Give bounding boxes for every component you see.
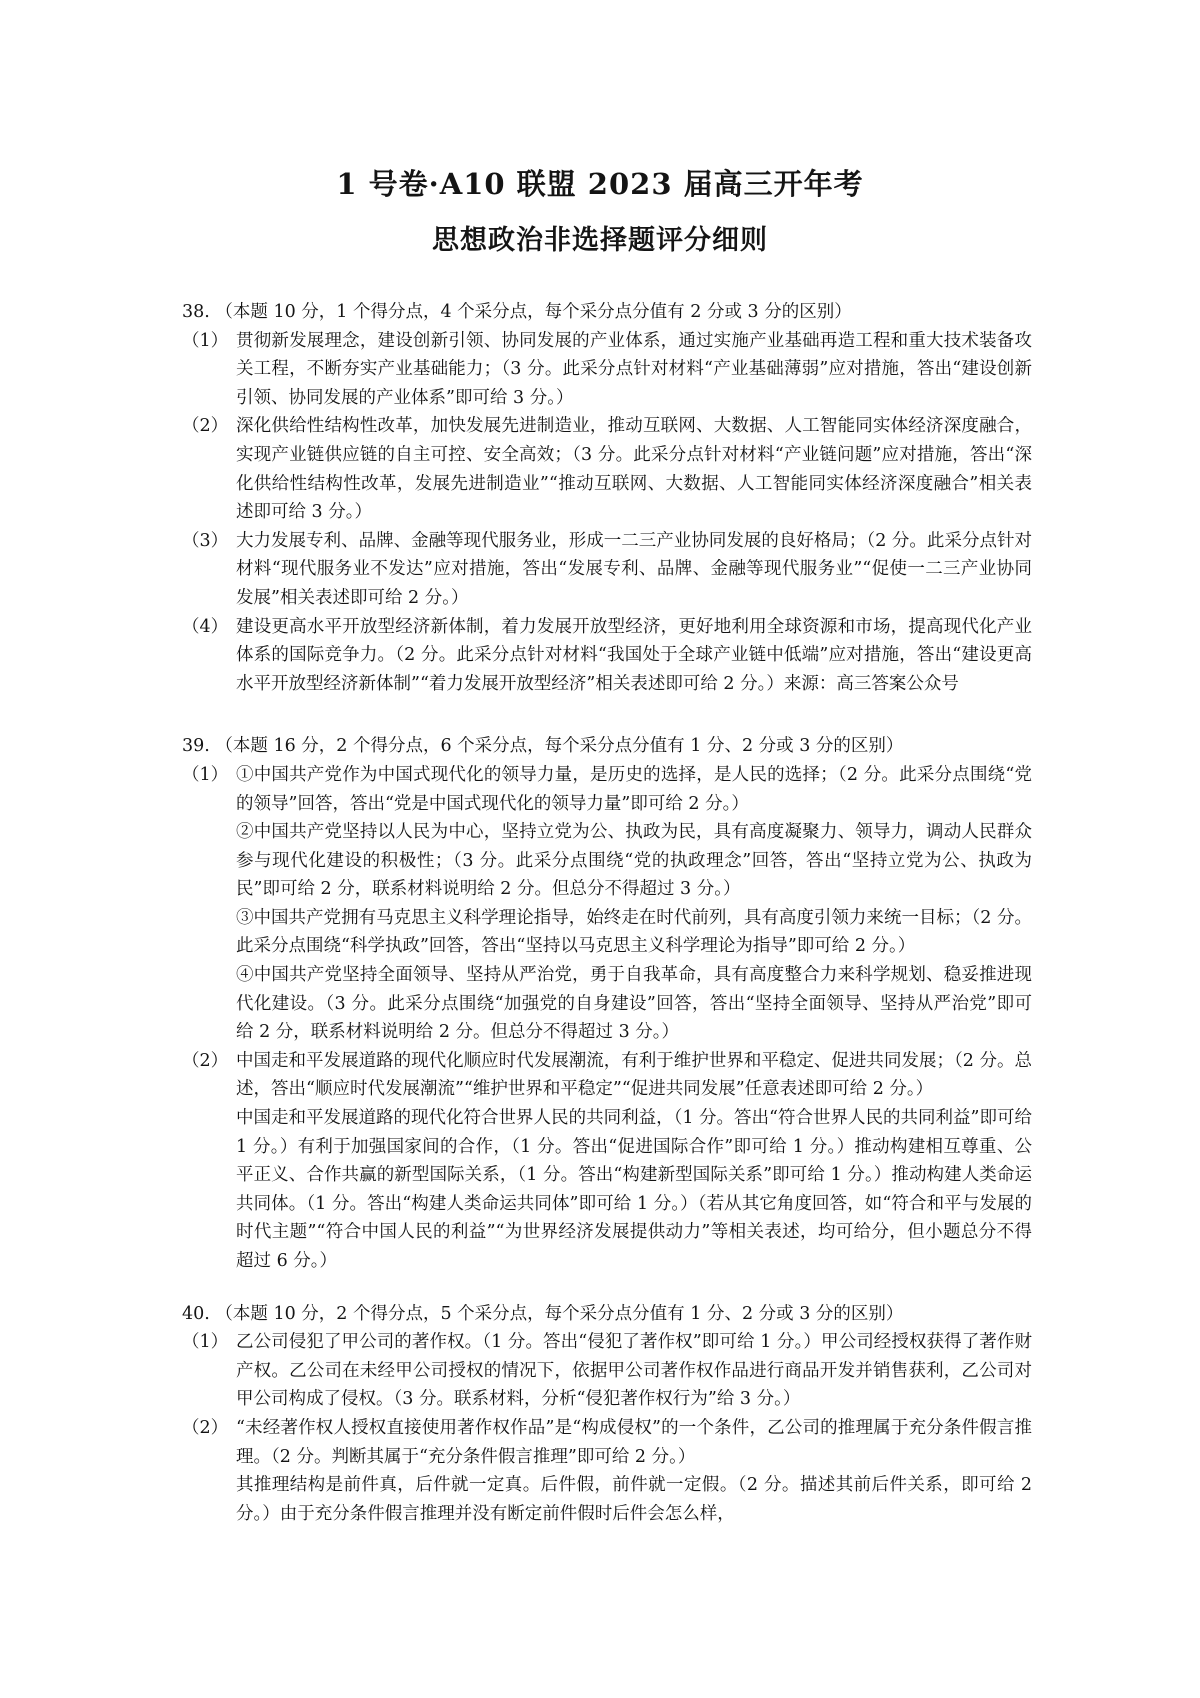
item-label: （1） (182, 330, 229, 351)
question-38 (182, 298, 1032, 698)
q38-item-3 (182, 527, 1032, 613)
question-39-header: 39. （本题 16 分，2 个得分点，6 个采分点，每个采分点分值有 1 分、2 分或 3 分的区别） (182, 736, 904, 757)
q39-item-1 (182, 761, 1032, 1047)
item-text: 其推理结构是前件真，后件就一定真。后件假，前件就一定假。（2 分。描述其前后件关系，即可给 2 分。）由于充分条件假言推理并没有断定前件假时后件会怎么样， (236, 1475, 1032, 1524)
item-text: 中国走和平发展道路的现代化符合世界人民的共同利益，（1 分。答出“符合世界人民的共同利益”即可给 1 分。）有利于加强国家间的合作，（1 分。答出“促进国际合作”即可给 1 分。）推动构建相互尊重、公平正义、合作共赢的新型国际关系，（1 分。答出“构建新型国际关系”即可给 1 分。）推动构建人类命运共同体。（1 分。答出“构建人类命运共同体”即可给 1 分。）（若从其它角度回答，如“符合和平与发展的时代主题”“符合中国人民的利益”“为世界经济发展提供动力”等相关表述，均可给分，但小题总分不得超过 6 分。） (236, 1108, 1032, 1271)
q38-item-4 (182, 613, 1032, 699)
item-label: （2） (182, 416, 229, 437)
item-label: （3） (182, 530, 229, 551)
item-text: “未经著作权人授权直接使用著作权作品”是“构成侵权”的一个条件，乙公司的推理属于充分条件假言推理。（2 分。判断其属于“充分条件假言推理”即可给 2 分。） (236, 1417, 1032, 1467)
document-subtitle: 思想政治非选择题评分细则 (432, 225, 768, 256)
document-body (182, 298, 1032, 1528)
item-text: 建设更高水平开放型经济新体制，着力发展开放型经济，更好地利用全球资源和市场，提高现代化产业体系的国际竞争力。（2 分。此采分点针对材料“我国处于全球产业链中低端”应对措施，答出“建设更高水平开放型经济新体制”“着力发展开放型经济”相关表述即可给 2 分。）来源：高三答案公众号 (236, 616, 1032, 694)
item-text: 贯彻新发展理念，建设创新引领、协同发展的产业体系，通过实施产业基础再造工程和重大技术装备攻关工程，不断夯实产业基础能力；（3 分。此采分点针对材料“产业基础薄弱”应对措施，答出“建设创新引领、协同发展的产业体系”即可给 3 分。） (236, 330, 1032, 408)
item-text: ④中国共产党坚持全面领导、坚持从严治党，勇于自我革命，具有高度整合力来科学规划、稳妥推进现代化建设。（3 分。此采分点围绕“加强党的自身建设”回答，答出“坚持全面领导、坚持从严治党”即可给 2 分，联系材料说明给 2 分。但总分不得超过 3 分。） (236, 965, 1032, 1043)
item-label: （1） (182, 764, 229, 785)
q39-item-2 (182, 1047, 1032, 1276)
item-text: ①中国共产党作为中国式现代化的领导力量，是历史的选择，是人民的选择；（2 分。此采分点围绕“党的领导”回答，答出“党是中国式现代化的领导力量”即可给 2 分。） (236, 764, 1032, 814)
question-40-header: 40. （本题 10 分，2 个得分点，5 个采分点，每个采分点分值有 1 分、2 分或 3 分的区别） (182, 1303, 904, 1324)
q40-item-2 (182, 1414, 1032, 1528)
document-title: 1 号卷·A10 联盟 2023 届高三开年考 (336, 167, 864, 201)
item-text: 深化供给性结构性改革，加快发展先进制造业，推动互联网、大数据、人工智能同实体经济深度融合，实现产业链供应链的自主可控、安全高效；（3 分。此采分点针对材料“产业链问题”应对措施，答出“深化供给性结构性改革，发展先进制造业”“推动互联网、大数据、人工智能同实体经济深度融合”相关表述即可给 3 分。） (236, 416, 1032, 523)
question-38-header: 38. （本题 10 分，1 个得分点，4 个采分点，每个采分点分值有 2 分或 3 分的区别） (182, 302, 852, 322)
item-text: ②中国共产党坚持以人民为中心，坚持立党为公、执政为民，具有高度凝聚力、领导力，调动人民群众参与现代化建设的积极性；（3 分。此采分点围绕“党的执政理念”回答，答出“坚持立党为公、执政为民”即可给 2 分，联系材料说明给 2 分。但总分不得超过 3 分。） (236, 822, 1032, 900)
item-text: 乙公司侵犯了甲公司的著作权。（1 分。答出“侵犯了著作权”即可给 1 分。）甲公司经授权获得了著作财产权。乙公司在未经甲公司授权的情况下，依据甲公司著作权作品进行商品开发并销售获利，乙公司对甲公司构成了侵权。（3 分。联系材料，分析“侵犯著作权行为”给 3 分。） (236, 1332, 1032, 1410)
item-label: （4） (182, 616, 229, 637)
q38-item-1 (182, 327, 1032, 413)
question-39 (182, 732, 1032, 1275)
item-label: （2） (182, 1050, 229, 1071)
question-40 (182, 1300, 1032, 1529)
item-text: 中国走和平发展道路的现代化顺应时代发展潮流，有利于维护世界和平稳定、促进共同发展；（2 分。总述，答出“顺应时代发展潮流”“维护世界和平稳定”“促进共同发展”任意表述即可给 2 分。） (236, 1050, 1032, 1100)
q40-item-1 (182, 1328, 1032, 1414)
item-text: ③中国共产党拥有马克思主义科学理论指导，始终走在时代前列，具有高度引领力来统一目标；（2 分。此采分点围绕“科学执政”回答，答出“坚持以马克思主义科学理论为指导”即可给 2 分。） (236, 907, 1032, 957)
item-label: （1） (182, 1332, 229, 1353)
item-label: （2） (182, 1417, 229, 1438)
item-text: 大力发展专利、品牌、金融等现代服务业，形成一二三产业协同发展的良好格局；（2 分。此采分点针对材料“现代服务业不发达”应对措施，答出“发展专利、品牌、金融等现代服务业”“促使一二三产业协同发展”相关表述即可给 2 分。） (236, 530, 1032, 608)
q38-item-2 (182, 412, 1032, 526)
